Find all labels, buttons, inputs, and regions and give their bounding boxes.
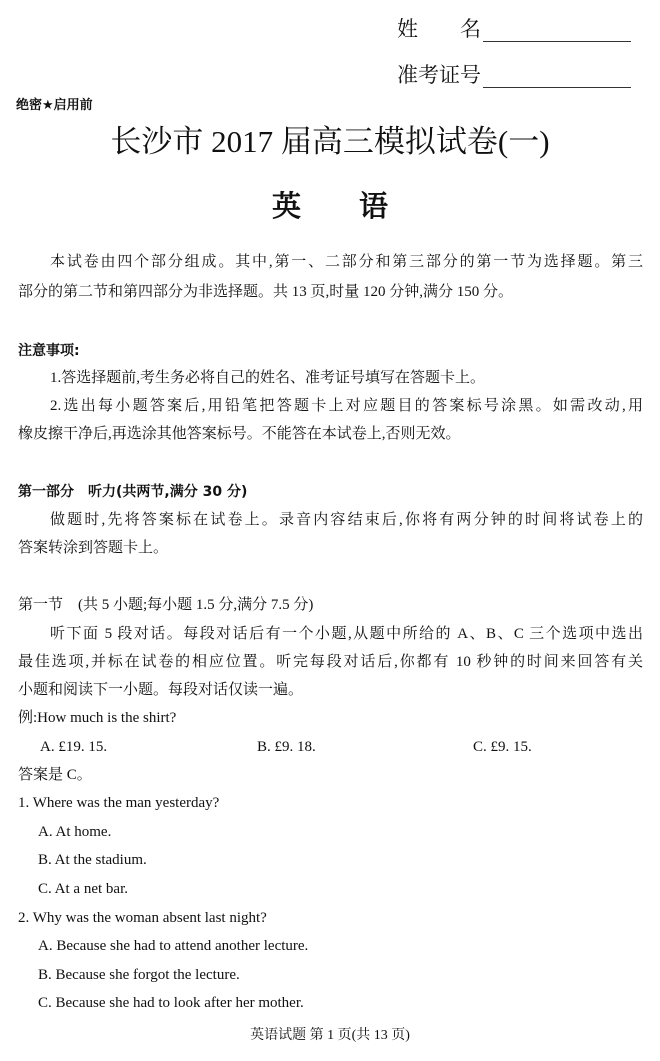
exam-id-field[interactable] <box>397 62 631 88</box>
q2-option-c: C. Because she had to look after her mother. <box>38 995 304 1011</box>
confidential-mark: 绝密★启用前 <box>16 98 93 113</box>
example-option-c: C. £9. 15. <box>473 739 532 755</box>
q2-option-a: A. Because she had to attend another lecture. <box>38 938 309 954</box>
notice-item: 1.答选择题前,考生务必将自己的姓名、准考证号填写在答题卡上。 <box>50 370 486 386</box>
example-option-b: B. £9. 18. <box>257 739 316 755</box>
example-question: 例:How much is the shirt? <box>18 710 177 726</box>
q1-option-c: C. At a net bar. <box>38 881 128 897</box>
notice-item: 橡皮擦干净后,再选涂其他答案标号。不能答在本试卷上,否则无效。 <box>18 426 461 442</box>
name-blank[interactable] <box>483 21 631 42</box>
section1-desc: 小题和阅读下一小题。每段对话仅读一遍。 <box>18 682 304 698</box>
name-label: 姓 名 <box>397 17 481 41</box>
part1-heading: 第一部分 听力(共两节,满分 30 分) <box>18 484 248 500</box>
subject-title: 英 语 <box>271 189 388 223</box>
notice-item: 2.选出每小题答案后,用铅笔把答题卡上对应题目的答案标号涂黑。如需改动,用 <box>50 398 643 414</box>
question-2: 2. Why was the woman absent last night? <box>18 910 267 926</box>
name-field[interactable] <box>397 16 631 42</box>
example-option-a: A. £19. 15. <box>40 739 108 755</box>
page-title: 长沙市 2017 届高三模拟试卷(一) <box>110 124 550 159</box>
example-answer: 答案是 C。 <box>18 767 92 783</box>
intro-line: 本试卷由四个部分组成。其中,第一、二部分和第三部分的第一节为选择题。第三 <box>50 254 643 270</box>
q1-option-b: B. At the stadium. <box>38 852 147 868</box>
section1-desc: 听下面 5 段对话。每段对话后有一个小题,从题中所给的 A、B、C 三个选项中选出 <box>50 626 643 642</box>
notice-heading: 注意事项: <box>18 343 80 359</box>
exam-id-blank[interactable] <box>483 67 631 88</box>
section1-heading: 第一节 (共 5 小题;每小题 1.5 分,满分 7.5 分) <box>18 597 314 613</box>
page-footer: 英语试题 第 1 页(共 13 页) <box>250 1028 410 1043</box>
intro-line: 部分的第二节和第四部分为非选择题。共 13 页,时量 120 分钟,满分 150 分。 <box>18 284 514 300</box>
q1-option-a: A. At home. <box>38 824 112 840</box>
part1-desc: 做题时,先将答案标在试卷上。录音内容结束后,你将有两分钟的时间将试卷上的 <box>50 512 643 528</box>
q2-option-b: B. Because she forgot the lecture. <box>38 967 240 983</box>
section1-desc: 最佳选项,并标在试卷的相应位置。听完每段对话后,你都有 10 秒钟的时间来回答有关 <box>18 654 643 670</box>
question-1: 1. Where was the man yesterday? <box>18 795 220 811</box>
exam-id-label: 准考证号 <box>397 63 481 87</box>
part1-desc: 答案转涂到答题卡上。 <box>18 540 169 556</box>
